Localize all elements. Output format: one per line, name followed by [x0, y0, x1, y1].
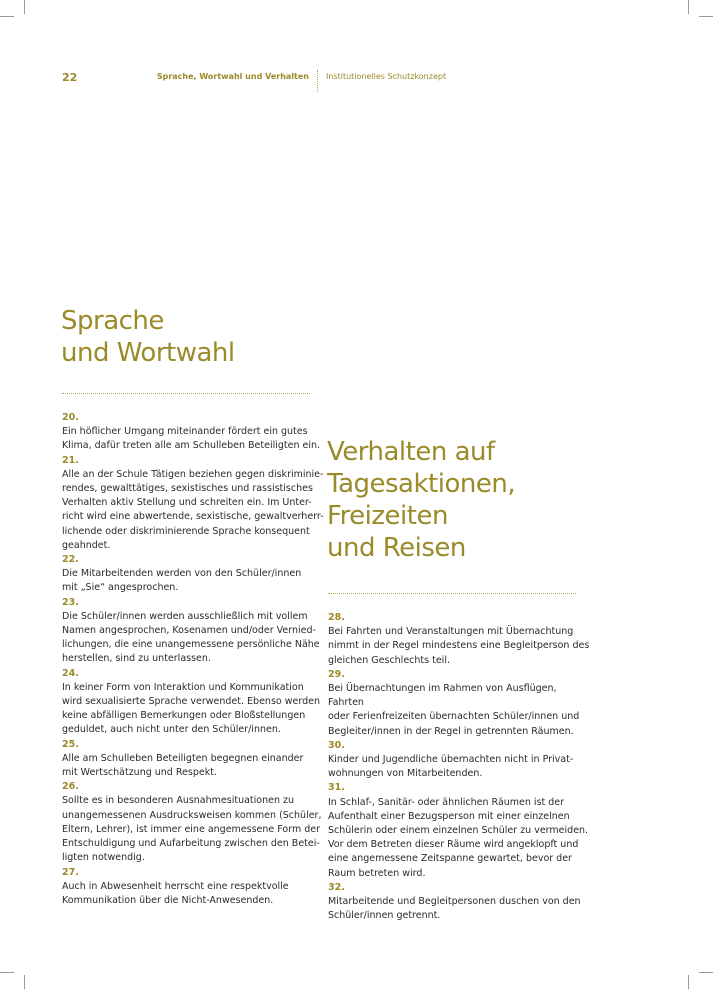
list-item — [62, 553, 324, 596]
crop-mark — [699, 972, 713, 973]
item-number: 25. — [62, 738, 79, 750]
list-item — [328, 739, 590, 782]
item-number: 23. — [62, 596, 79, 608]
left-column — [62, 411, 324, 908]
item-number: 31. — [328, 782, 345, 794]
heading-line: Sprache — [61, 306, 164, 336]
item-text-line: Ein höflicher Umgang miteinander fördert ein gutes — [62, 426, 308, 438]
item-text-line: Klima, dafür treten alle am Schulleben Beteiligten ein. — [62, 440, 321, 452]
right-heading — [327, 436, 515, 564]
item-text-line: lichende oder diskriminierende Sprache konsequent — [62, 525, 310, 537]
item-text-line: Eltern, Lehrer), ist immer eine angemessene Form der — [62, 823, 320, 835]
crop-mark — [688, 975, 689, 989]
heading-line: Freizeiten — [327, 501, 448, 531]
item-text-line: nimmt in der Regel mindestens eine Begleitperson des — [328, 640, 590, 652]
item-number: 24. — [62, 667, 79, 679]
item-text-line: Schüler/innen getrennt. — [328, 910, 441, 922]
left-heading — [61, 305, 235, 369]
item-text-line: eine angemessene Zeitspanne gewartet, bevor der — [328, 853, 572, 865]
running-head-document: Institutionelles Schutzkonzept — [326, 72, 447, 81]
item-text-line: mit „Sie“ angesprochen. — [62, 582, 179, 594]
item-text-line: In keiner Form von Interaktion und Kommunikation — [62, 681, 304, 693]
item-text-line: Aufenthalt einer Bezugsperson mit einer einzelnen — [328, 810, 570, 822]
item-text-line: Die Schüler/innen werden ausschließlich mit vollem — [62, 610, 308, 622]
crop-mark — [24, 975, 25, 989]
item-number: 30. — [328, 739, 345, 751]
heading-line: Verhalten auf — [327, 437, 495, 467]
list-item — [62, 866, 324, 909]
item-text-line: Kinder und Jugendliche übernachten nicht in Privat- — [328, 754, 574, 766]
item-text-line: Auch in Abwesenheit herrscht eine respektvolle — [62, 880, 289, 892]
item-number: 20. — [62, 412, 79, 423]
crop-mark — [0, 16, 14, 17]
list-item — [328, 668, 590, 739]
item-text-line: mit Wertschätzung und Respekt. — [62, 767, 217, 779]
item-text-line: wird sexualisierte Sprache verwendet. Ebenso werden — [62, 696, 320, 708]
item-text-line: Begleiter/innen in der Regel in getrennten Räumen. — [328, 725, 574, 737]
item-text-line: Alle am Schulleben Beteiligten begegnen einander — [62, 752, 304, 764]
page-number: 22 — [62, 71, 78, 84]
right-divider — [328, 593, 576, 594]
list-item — [62, 596, 324, 667]
list-item — [328, 881, 590, 924]
item-text-line: geduldet, auch nicht unter den Schüler/innen. — [62, 724, 281, 736]
item-number: 27. — [62, 866, 79, 878]
item-text-line: Bei Übernachtungen im Rahmen von Ausflügen, Fahrten — [328, 683, 557, 709]
item-text-line: Raum betreten wird. — [328, 867, 426, 879]
crop-mark — [699, 16, 713, 17]
item-text-line: Verhalten aktiv Stellung und schreiten ein. Im Unter- — [62, 497, 312, 509]
item-text-line: richt wird eine abwertende, sexistische, gewaltverherr- — [62, 511, 324, 523]
list-item — [62, 780, 324, 865]
item-number: 21. — [62, 454, 79, 466]
item-text-line: Kommunikation über die Nicht-Anwesenden. — [62, 894, 274, 906]
item-text-line: Mitarbeitende und Begleitpersonen duschen von den — [328, 896, 581, 908]
left-divider — [62, 393, 310, 394]
header-separator — [317, 70, 318, 92]
heading-line: und Reisen — [327, 533, 466, 563]
item-number: 22. — [62, 554, 79, 566]
item-number: 28. — [328, 612, 345, 623]
list-item — [328, 781, 590, 880]
item-text-line: Alle an der Schule Tätigen beziehen gegen diskriminie- — [62, 468, 324, 480]
list-item — [328, 611, 590, 668]
heading-line: und Wortwahl — [61, 338, 235, 368]
item-text-line: ligten notwendig. — [62, 852, 145, 864]
item-text-line: In Schlaf-, Sanitär- oder ähnlichen Räumen ist der — [328, 796, 565, 808]
item-number: 26. — [62, 781, 79, 793]
item-text-line: Entschuldigung und Aufarbeitung zwischen den Betei- — [62, 838, 320, 850]
crop-mark — [24, 0, 25, 14]
item-text-line: Vor dem Betreten dieser Räume wird angeklopft und — [328, 839, 579, 851]
running-head-section: Sprache, Wortwahl und Verhalten — [156, 72, 309, 81]
item-text-line: gleichen Geschlechts teil. — [328, 654, 450, 666]
item-number: 32. — [328, 881, 345, 893]
item-text-line: keine abfälligen Bemerkungen oder Bloßstellungen — [62, 710, 306, 722]
list-item — [62, 454, 324, 553]
item-number: 29. — [328, 668, 345, 680]
right-column — [328, 611, 590, 923]
item-text-line: Die Mitarbeitenden werden von den Schüler/innen — [62, 568, 302, 580]
list-item — [62, 411, 324, 454]
item-text-line: unangemessenen Ausdrucksweisen kommen (Schüler, — [62, 809, 322, 821]
item-text-line: geahndet. — [62, 539, 111, 551]
item-text-line: Schülerin oder einem einzelnen Schüler zu vermeiden. — [328, 825, 589, 837]
item-text-line: lichungen, die eine unangemessene persönliche Nähe — [62, 639, 320, 651]
heading-line: Tagesaktionen, — [327, 469, 516, 499]
item-text-line: Namen angesprochen, Kosenamen und/oder Vernied- — [62, 625, 316, 637]
item-text-line: wohnungen von Mitarbeitenden. — [328, 768, 483, 780]
list-item — [62, 738, 324, 781]
list-item — [62, 667, 324, 738]
item-text-line: herstellen, sind zu unterlassen. — [62, 653, 211, 665]
item-text-line: Bei Fahrten und Veranstaltungen mit Übernachtung — [328, 626, 574, 638]
item-text-line: rendes, gewalttätiges, sexistisches und rassistisches — [62, 483, 313, 495]
item-text-line: Sollte es in besonderen Ausnahmesituationen zu — [62, 795, 294, 807]
crop-mark — [0, 972, 14, 973]
crop-mark — [688, 0, 689, 14]
item-text-line: oder Ferienfreizeiten übernachten Schüler/innen und — [328, 711, 580, 723]
